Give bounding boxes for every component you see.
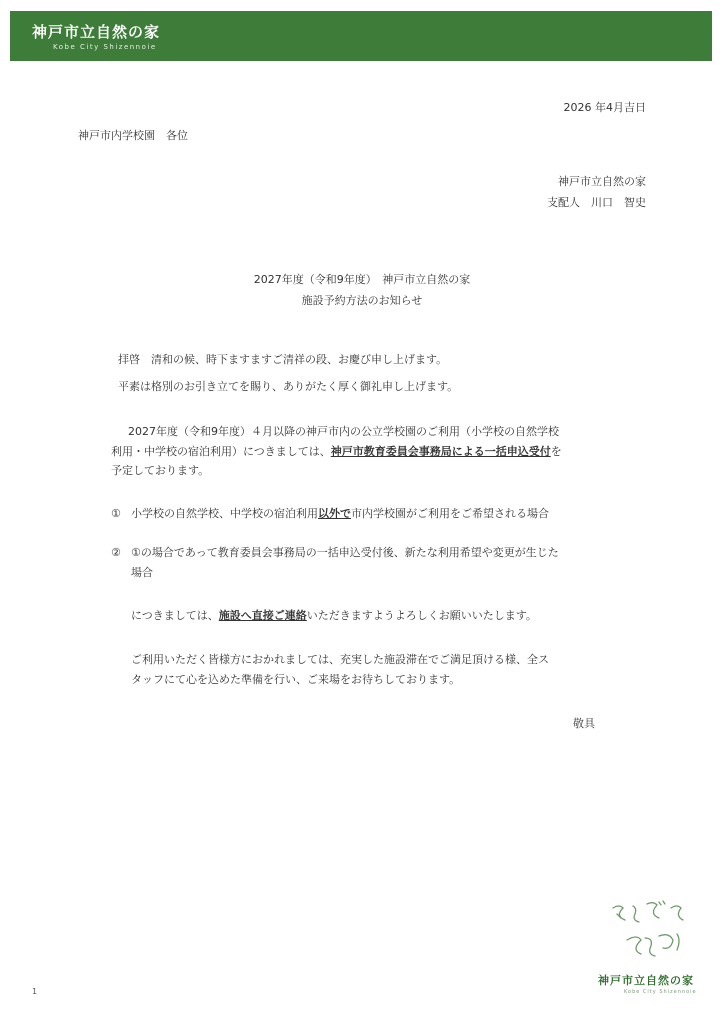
body-paragraph-line2	[111, 444, 562, 460]
header-title: 神戸市立自然の家	[32, 23, 161, 41]
notice-title-line1: 2027年度（令和9年度） 神戸市立自然の家	[253, 273, 471, 286]
addressee: 神戸市内学校園 各位	[78, 129, 188, 142]
notice-title-line2: 施設予約方法のお知らせ	[301, 294, 423, 307]
header-subtitle: Kobe City Shizennoie	[53, 43, 157, 51]
greeting-line1: 拝啓 清和の候、時下ますますご清祥の段、お慶び申し上げます。	[118, 353, 448, 366]
greeting-line2: 平素は格別のお引き立てを賜り、ありがたく厚く御礼申し上げます。	[118, 380, 459, 393]
header-bar	[10, 11, 712, 61]
sender-person: 支配人 川口 智史	[547, 196, 646, 209]
item1-text-start: 小学校の自然学校、中学校の宿泊利用	[131, 507, 318, 520]
logo-subtitle: Kobe City Shizennoie	[624, 989, 697, 995]
sign-off: 敬具	[573, 717, 595, 730]
item2-marker: ②	[111, 546, 121, 559]
closing-line2: タッフにて心を込めた準備を行い、ご来場をお待ちしております。	[131, 673, 461, 686]
body-paragraph-line2-end: を	[550, 445, 562, 458]
item2-line1: ①の場合であって教育委員会事務局の一括申込受付後、新たな利用希望や変更が生じた	[131, 546, 559, 559]
item1-marker: ①	[111, 507, 121, 520]
item1-text-end: 市内学校園がご利用をご希望される場合	[351, 507, 549, 520]
letter-date: 2026 年4月吉日	[563, 101, 646, 114]
direct-contact-emphasis: 施設へ直接ご連絡	[218, 609, 307, 622]
contact-instruction-end: いただきますようよろしくお願いいたします。	[306, 609, 537, 622]
logo-name: 神戸市立自然の家	[598, 974, 694, 987]
sender-org: 神戸市立自然の家	[558, 175, 646, 188]
body-paragraph-line1: 2027年度（令和9年度）４月以降の神戸市内の公立学校園のご利用（小学校の自然学校	[128, 425, 559, 438]
item2-line2: 場合	[131, 566, 153, 579]
body-paragraph-line2-start: 利用・中学校の宿泊利用）につきましては、	[111, 445, 331, 458]
body-paragraph-line3: 予定しております。	[111, 464, 210, 477]
contact-instruction	[131, 608, 537, 624]
closing-line1: ご利用いただく皆様方におかれましては、充実した施設滞在でご満足頂ける様、全ス	[131, 653, 549, 666]
contact-instruction-start: につきましては、	[131, 609, 219, 622]
item1-emphasis: 以外で	[318, 507, 351, 520]
calligraphy-logo-icon	[605, 898, 697, 968]
page-number: 1	[32, 987, 38, 996]
batch-application-emphasis: 神戸市教育委員会事務局による一括申込受付	[330, 445, 551, 458]
item1-text	[131, 506, 549, 522]
